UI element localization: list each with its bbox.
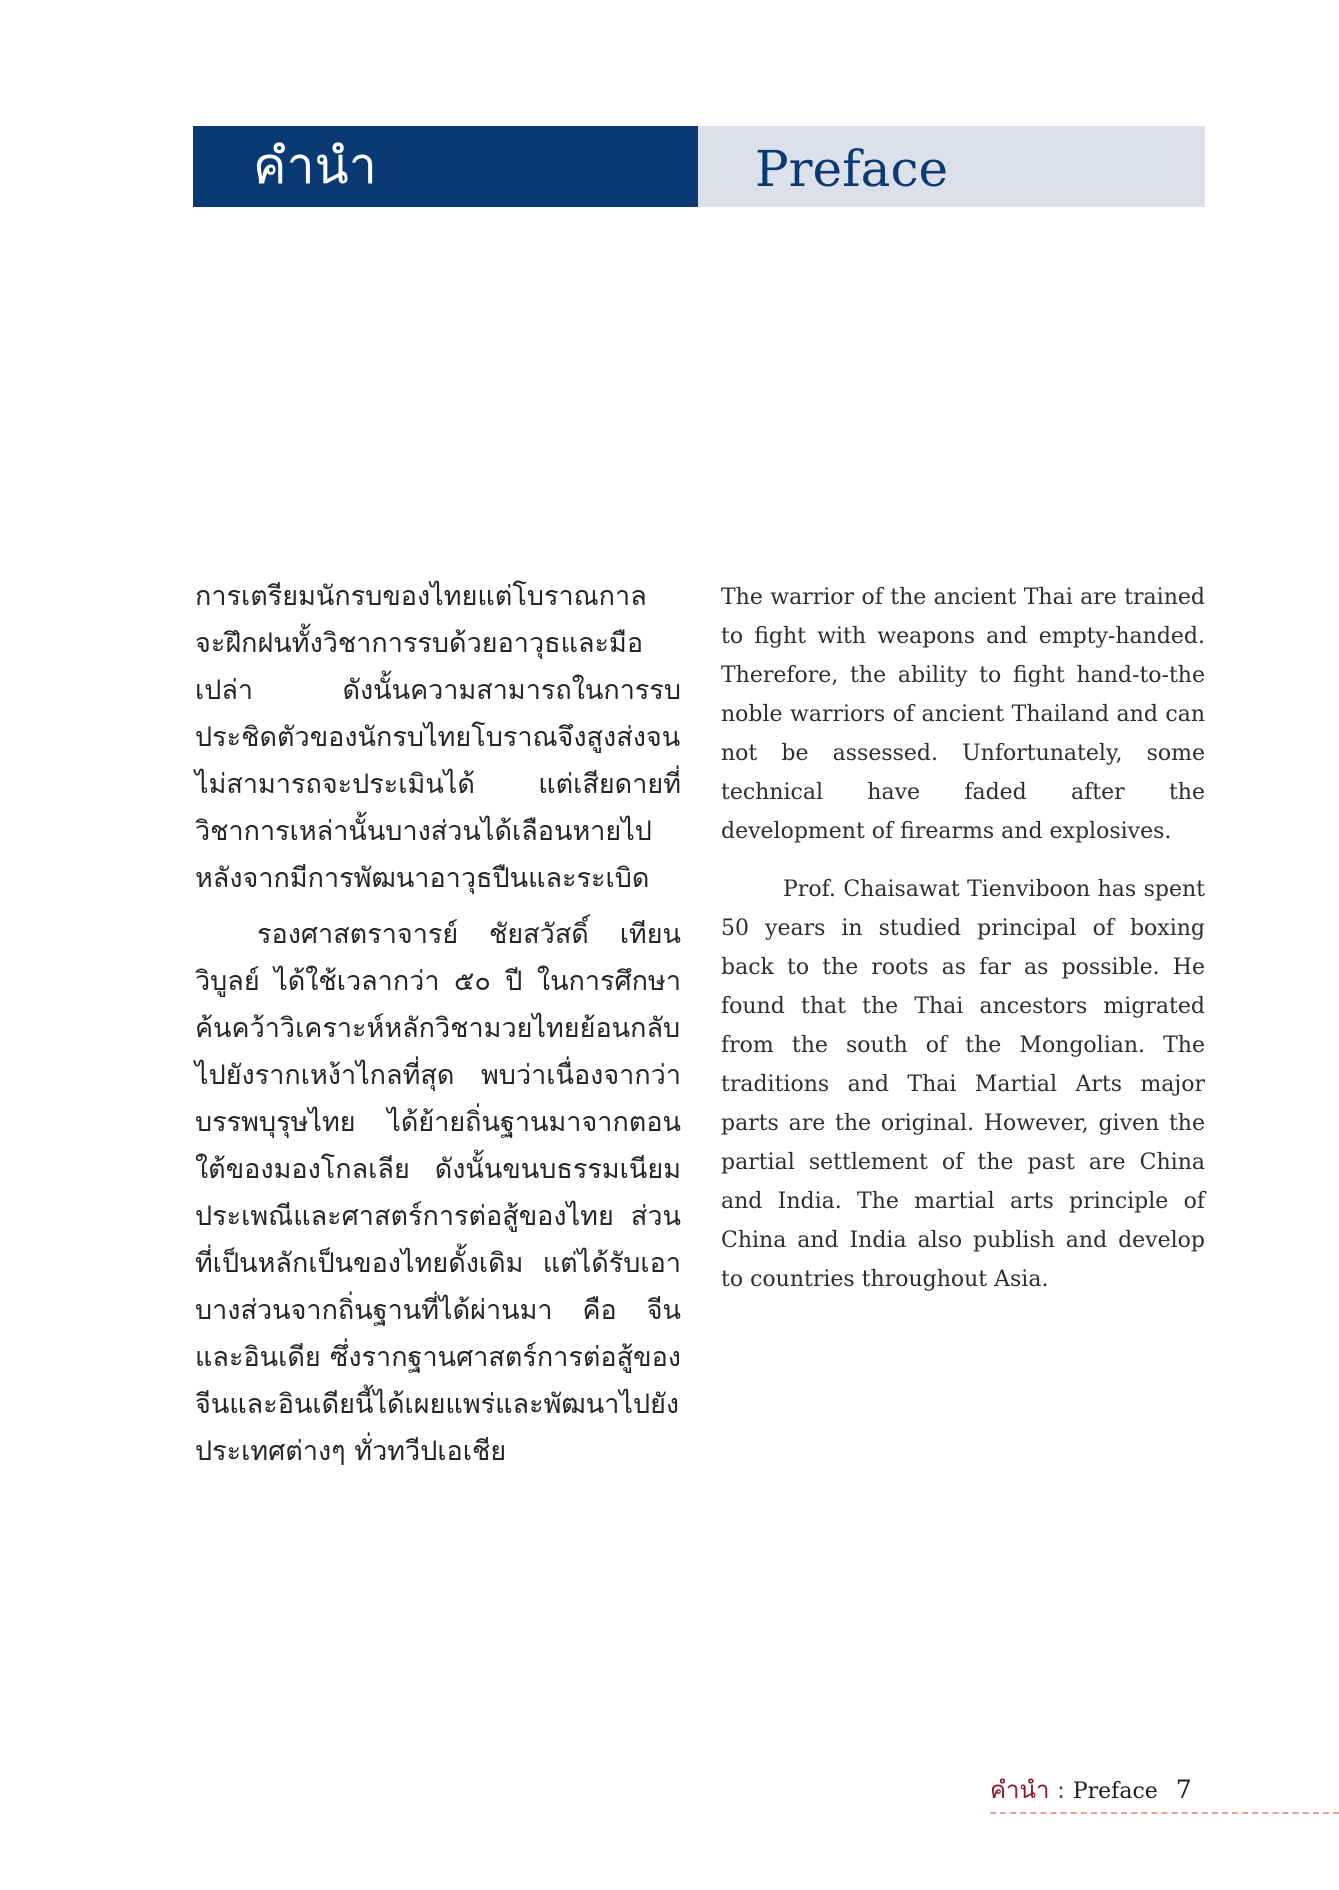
page-footer [990,1770,1192,1804]
page-number: 7 [1175,1775,1192,1804]
english-paragraph-2: Prof. Chaisawat Tienviboon has spent 50 years in studied principal of boxing back to the roots as far as possible. He found that the Thai ancestors migrated from the south of the Mongolian. The traditions and Thai Martial Arts major parts are the original. However, given the partial settlement of the past are China and India. The martial arts principle of China and India also publish and develop to countries throughout Asia. [721,877,1205,1292]
footer-dashed-rule [990,1812,1339,1814]
page-title-thai: คำนำ [253,137,377,195]
footer-section-thai: คำนำ [990,1776,1050,1804]
footer-section-english: Preface [1072,1779,1158,1804]
english-text-column [721,578,1205,1299]
footer-separator: : [1057,1779,1065,1804]
header-english-panel [698,126,1205,207]
page-header [193,126,1205,207]
thai-paragraph-1: การเตรียมนักรบของไทยแต่โบราณกาล จะฝึกฝนทั้งวิชาการรบด้วยอาวุธและมือเปล่า ดังนั้นความสามารถในการรบประชิดตัวของนักรบไทยโบราณจึงสูงส่งจนไม่สามารถจะประเมินได้ แต่เสียดายที่วิชาการเหล่านั้นบางส่วนได้เลือนหายไป หลังจากมีการพัฒนาอาวุธปืนและระเบิด [195,581,681,894]
thai-paragraph-2: รองศาสตราจารย์ ชัยสวัสดิ์ เทียนวิบูลย์ ได้ใช้เวลากว่า ๕๐ ปี ในการศึกษา ค้นคว้าวิเคราะห์หลักวิชามวยไทยย้อนกลับไปยังรากเหง้าไกลที่สุด พบว่าเนื่องจากว่าบรรพบุรุษไทย ได้ย้ายถิ่นฐานมาจากตอนใต้ของมองโกลเลีย ดังนั้นขนบธรรมเนียมประเพณีและศาสตร์การต่อสู้ของไทย ส่วนที่เป็นหลักเป็นของไทยดั้งเดิม แต่ได้รับเอาบางส่วนจากถิ่นฐานที่ได้ผ่านมา คือ จีนและอินเดีย ซึ่งรากฐานศาสตร์การต่อสู้ของจีนและอินเดียนี้ได้เผยแพร่และพัฒนาไปยังประเทศต่างๆ ทั่วทวีปเอเชีย [195,919,681,1467]
page-title-english: Preface [755,140,949,198]
thai-text-column [195,573,681,1475]
header-thai-panel [193,126,698,207]
english-paragraph-1: The warrior of the ancient Thai are trained to fight with weapons and empty-handed. Therefore, the ability to fight hand-to-the noble warriors of ancient Thailand and can not be assessed. Unfortunately, some technical have faded after the development of firearms and explosives. [721,585,1205,844]
